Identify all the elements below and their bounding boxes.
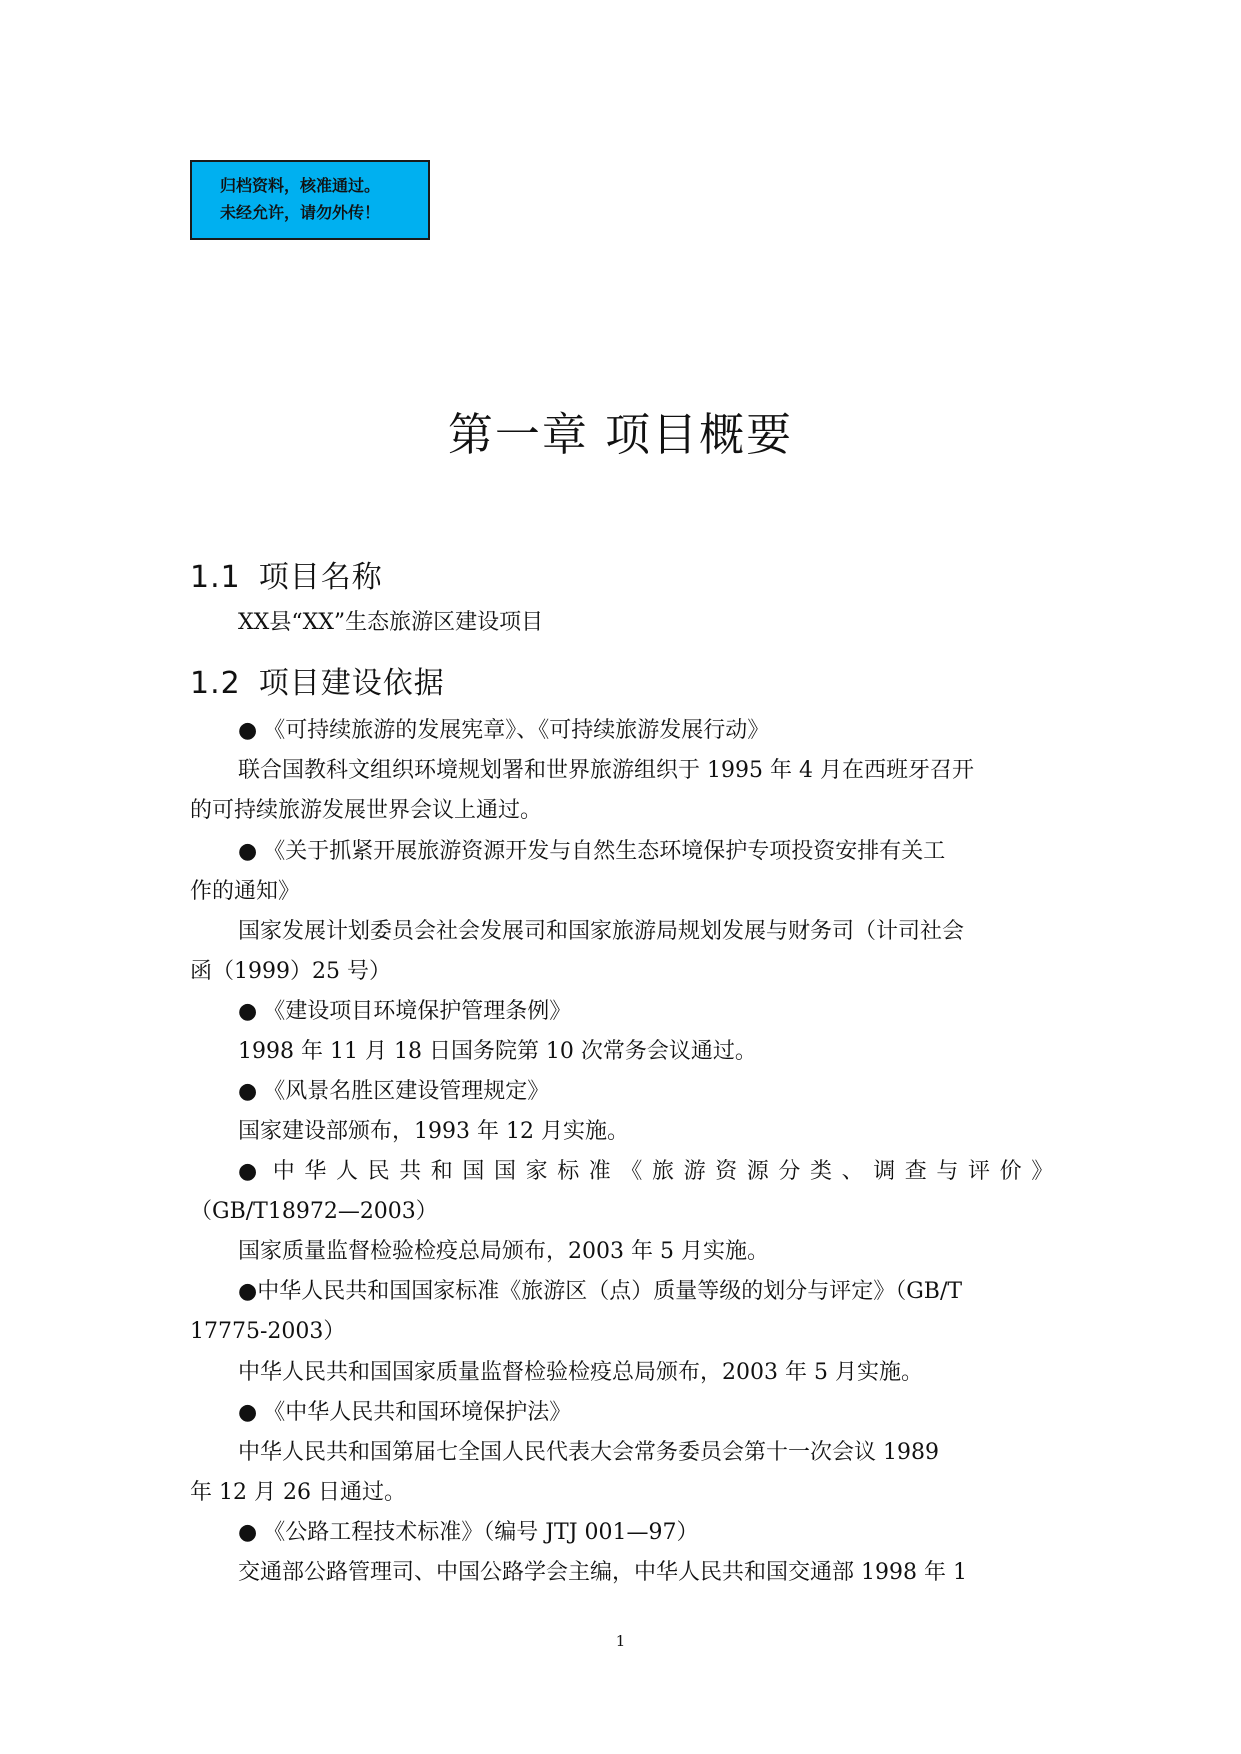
item-text: 《公路工程技术标准》（编号 JTJ 001—97） (263, 1520, 699, 1545)
basis-item-1-title (238, 716, 769, 746)
bullet-icon: ● (238, 1520, 258, 1545)
stamp-line-1: 归档资料，核准通过。 (220, 176, 381, 195)
item-text: 《可持续旅游的发展宪章》、《可持续旅游发展行动》 (263, 718, 770, 743)
archive-stamp-box (190, 160, 430, 240)
basis-item-5-title (238, 1157, 1063, 1187)
basis-item-7-desc-cont: 年 12 月 26 日通过。 (190, 1480, 406, 1505)
item-text: 中华人民共和国国家标准《旅游资源分类、调查与评价》 (272, 1159, 1063, 1184)
bullet-icon: ● (238, 1400, 258, 1425)
basis-item-4-desc: 国家建设部颁布，1993 年 12 月实施。 (238, 1119, 629, 1144)
basis-item-1-desc: 联合国教科文组织环境规划署和世界旅游组织于 1995 年 4 月在西班牙召开 (238, 758, 974, 783)
bullet-icon: ● (238, 1079, 258, 1104)
basis-item-4-title (238, 1077, 549, 1107)
section-heading-1-1 (190, 552, 383, 596)
basis-item-1-desc-cont: 的可持续旅游发展世界会议上通过。 (190, 798, 543, 823)
item-text: 《风景名胜区建设管理规定》 (263, 1079, 550, 1104)
basis-item-5-desc: 国家质量监督检验检疫总局颁布，2003 年 5 月实施。 (238, 1239, 769, 1264)
basis-item-3-title (238, 997, 571, 1027)
basis-item-2-desc-cont: 函（1999）25 号） (190, 959, 391, 984)
basis-item-6-title (238, 1277, 962, 1307)
basis-item-6-title-cont: 17775-2003） (190, 1319, 346, 1344)
section-heading-1-2 (190, 658, 445, 702)
basis-item-5-title-cont: （GB/T18972—2003） (190, 1199, 438, 1224)
basis-item-8-title (238, 1518, 699, 1548)
bullet-icon: ● (238, 1279, 258, 1304)
bullet-icon: ● (238, 839, 258, 864)
section-number: 1.2 (190, 666, 241, 701)
bullet-icon: ● (238, 999, 258, 1024)
item-text: 《建设项目环境保护管理条例》 (263, 999, 572, 1024)
item-text: 中华人民共和国国家标准《旅游区（点）质量等级的划分与评定》（GB/T (257, 1279, 963, 1304)
basis-item-2-title-cont: 作的通知》 (190, 879, 301, 904)
basis-item-8-desc: 交通部公路管理司、中国公路学会主编，中华人民共和国交通部 1998 年 1 (238, 1560, 967, 1585)
page-number: 1 (615, 1632, 626, 1650)
bullet-icon: ● (238, 718, 258, 743)
section-title: 项目名称 (258, 560, 383, 595)
chapter-title: 第一章 项目概要 (447, 408, 794, 461)
section-number: 1.1 (190, 560, 241, 595)
basis-item-3-desc: 1998 年 11 月 18 日国务院第 10 次常务会议通过。 (238, 1039, 757, 1064)
basis-item-2-desc: 国家发展计划委员会社会发展司和国家旅游局规划发展与财务司（计司社会 (238, 919, 965, 944)
project-name: XX县“XX”生态旅游区建设项目 (238, 610, 544, 635)
bullet-icon: ● (238, 1159, 267, 1184)
basis-item-7-desc: 中华人民共和国第届七全国人民代表大会常务委员会第十一次会议 1989 (238, 1440, 939, 1465)
item-text: 《中华人民共和国环境保护法》 (263, 1400, 572, 1425)
stamp-line-2: 未经允许，请勿外传！ (220, 203, 381, 222)
basis-item-6-desc: 中华人民共和国国家质量监督检验检疫总局颁布，2003 年 5 月实施。 (238, 1360, 923, 1385)
basis-item-7-title (238, 1398, 571, 1428)
basis-item-2-title (238, 837, 945, 867)
section-title: 项目建设依据 (258, 666, 445, 701)
item-text: 《关于抓紧开展旅游资源开发与自然生态环境保护专项投资安排有关工 (263, 839, 946, 864)
